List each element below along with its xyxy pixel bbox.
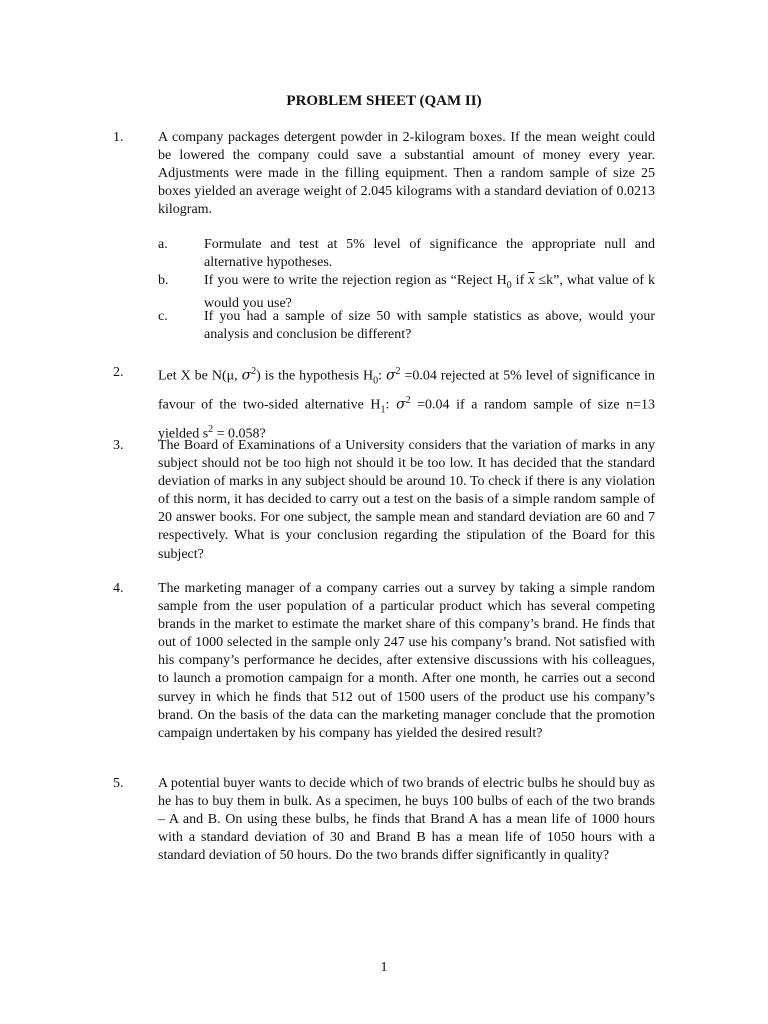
problem-text-3: The Board of Examinations of a University considers that the variation of marks in any subject should not be too high not should it be too low. It has decided that the standard deviation of marks in any subject should be around 10. To check if there is any violation of this norm, it has decided to carry out a test on the basis of a simple random sample of 20 answer books. For one subject, the sample mean and standard deviation are 60 and 7 respectively. What is your conclusion regarding the stipulation of the Board for this subject?: [158, 438, 655, 562]
problem-1-sub-a: [158, 236, 655, 272]
problem-number-4: 4.: [113, 581, 124, 596]
problem-1-sub-c: [158, 308, 655, 344]
sub-letter: c.: [158, 309, 168, 324]
problem-number-5: 5.: [113, 776, 124, 791]
problem-text-4: The marketing manager of a company carries out a survey by taking a simple random sample from the user population of a particular product which has several competing brands in the market to estimate the market share of this company’s brand. He finds that out of 1000 selected in the sample only 247 use his company’s brand. Not satisfied with his company’s performance he decides, after extensive discussions with his colleagues, to launch a promotion campaign for a month. After one month, he carries out a second survey in which he finds that 512 out of 1500 users of the product use his company’s brand. On the basis of the data can the marketing manager conclude that the promotion campaign undertaken by his company has yielded the desired result?: [158, 581, 655, 741]
sub-text: If you had a sample of size 50 with sample statistics as above, would your analysis and conclusion be different?: [204, 309, 655, 343]
x-bar-symbol: $\overline{x}$: [528, 273, 535, 288]
sub-letter: b.: [158, 273, 169, 288]
sub-text: Formulate and test at 5% level of significance the appropriate null and alternative hypotheses.: [204, 237, 655, 271]
sub-letter: a.: [158, 237, 168, 252]
sub-text: If you were to write the rejection region as “Reject $H_0$ if $\overline{x} \le k$”, what value of k would you use?: [204, 273, 655, 311]
problem-text-5: A potential buyer wants to decide which of two brands of electric bulbs he should buy as he has to buy them in bulk. As a specimen, he buys 100 bulbs of each of the two brands – A and B. On using these bulbs, he finds that Brand A has a mean life of 1000 hours with a standard deviation of 30 and Brand B has a mean life of 1050 hours with a standard deviation of 50 hours. Do the two brands differ significantly in quality?: [158, 776, 655, 864]
problem-number-3: 3.: [113, 438, 124, 453]
problem-text-2: Let X be N(μ, $\sigma^2$) is the hypothesis $H_0$: $\sigma^2 =0.04$ rejected at 5% level of significance in favour of the two-sided alternative $H_1$: $\sigma^2 =0.04$ if a random sample of size n=13 yielded $s^2 = 0.058$?: [158, 366, 656, 442]
page-title: PROBLEM SHEET (QAM II): [286, 93, 482, 109]
problem-text-1: A company packages detergent powder in 2-kilogram boxes. If the mean weight could be lowered the company could save a substantial amount of money every year. Adjustments were made in the filling equipment. Then a random sample of size 25 boxes yielded an average weight of 2.045 kilograms with a standard deviation of 0.0213 kilogram.: [158, 130, 655, 218]
problem-1-sub-b: [158, 272, 655, 313]
page-number: 1: [380, 960, 388, 975]
problem-number-2: 2.: [113, 365, 124, 380]
problem-number-1: 1.: [113, 130, 124, 145]
sigma-symbol: σ: [241, 367, 252, 384]
